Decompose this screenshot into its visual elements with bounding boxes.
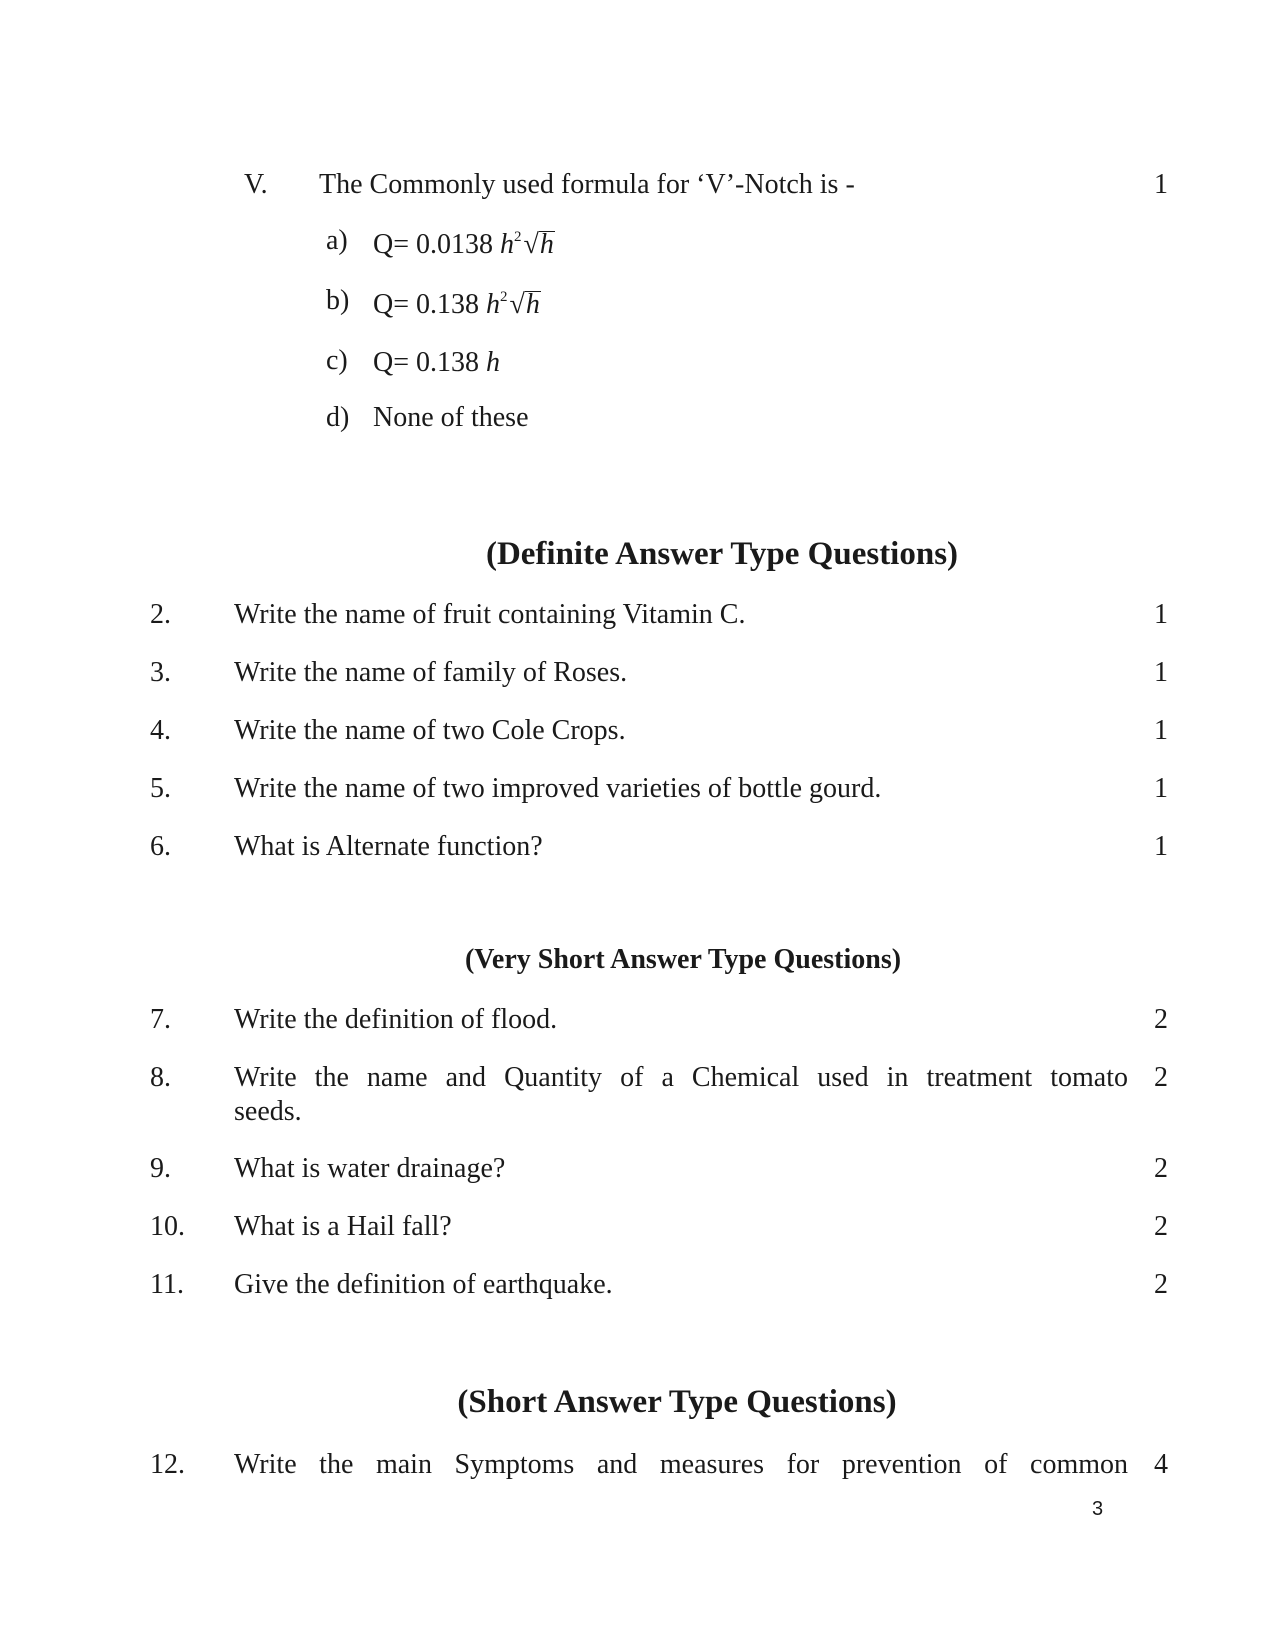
question-text: What is water drainage? xyxy=(234,1153,506,1184)
mcq-question: The Commonly used formula for ‘V’-Notch is - xyxy=(319,169,855,200)
section-heading-very-short: (Very Short Answer Type Questions) xyxy=(464,944,902,975)
question-number: 2. xyxy=(150,599,171,630)
question-text: Write the name of family of Roses. xyxy=(234,657,628,688)
question-number: 7. xyxy=(150,1004,171,1035)
question-marks: 1 xyxy=(1154,773,1168,804)
option-b-formula xyxy=(373,288,541,322)
option-a-formula xyxy=(373,228,555,262)
question-marks: 2 xyxy=(1154,1211,1168,1242)
question-marks: 2 xyxy=(1154,1269,1168,1300)
question-marks: 4 xyxy=(1154,1449,1168,1480)
option-a-root: h xyxy=(539,229,554,260)
question-marks: 2 xyxy=(1154,1062,1168,1093)
question-number: 9. xyxy=(150,1153,171,1184)
sqrt-icon: √h xyxy=(509,289,540,320)
question-text: Write the name of two Cole Crops. xyxy=(234,715,626,746)
option-a-var: h xyxy=(500,229,515,260)
question-number: 6. xyxy=(150,831,171,862)
question-text-line1: Write the name and Quantity of a Chemical used in treatment tomato xyxy=(234,1062,1128,1093)
option-d-label: d) xyxy=(326,402,350,433)
option-b-var: h xyxy=(486,289,501,320)
question-number: 12. xyxy=(150,1449,185,1480)
question-text: Write the name of fruit containing Vitamin C. xyxy=(234,599,746,630)
question-marks: 1 xyxy=(1154,657,1168,688)
section-heading-short: (Short Answer Type Questions) xyxy=(457,1384,897,1420)
mcq-number: V. xyxy=(244,169,268,200)
mcq-marks: 1 xyxy=(1154,169,1168,200)
option-c-var: h xyxy=(486,347,501,378)
question-number: 4. xyxy=(150,715,171,746)
option-c-label: c) xyxy=(326,345,348,376)
question-number: 8. xyxy=(150,1062,171,1093)
option-a-power: 2 xyxy=(514,229,522,245)
sqrt-icon: √h xyxy=(523,229,554,260)
option-b-root: h xyxy=(525,289,540,320)
question-marks: 2 xyxy=(1154,1153,1168,1184)
option-b-label: b) xyxy=(326,285,350,316)
option-b-prefix: Q= 0.138 xyxy=(373,289,487,320)
question-text: Give the definition of earthquake. xyxy=(234,1269,613,1300)
question-number: 3. xyxy=(150,657,171,688)
question-text: What is Alternate function? xyxy=(234,831,543,862)
question-text: What is a Hail fall? xyxy=(234,1211,452,1242)
option-a-label: a) xyxy=(326,225,348,256)
question-number: 5. xyxy=(150,773,171,804)
question-number: 11. xyxy=(150,1269,184,1300)
question-number: 10. xyxy=(150,1211,185,1242)
question-text: Write the definition of flood. xyxy=(234,1004,558,1035)
option-b-power: 2 xyxy=(500,289,508,305)
option-c-formula xyxy=(373,346,500,380)
option-a-prefix: Q= 0.0138 xyxy=(373,229,501,260)
question-marks: 1 xyxy=(1154,599,1168,630)
option-c-prefix: Q= 0.138 xyxy=(373,347,487,378)
page-number: 3 xyxy=(1092,1498,1104,1520)
option-d-text: None of these xyxy=(373,402,529,433)
question-marks: 1 xyxy=(1154,715,1168,746)
question-text: Write the name of two improved varieties of bottle gourd. xyxy=(234,773,882,804)
question-marks: 2 xyxy=(1154,1004,1168,1035)
section-heading-definite: (Definite Answer Type Questions) xyxy=(485,536,959,572)
question-text-line2: seeds. xyxy=(234,1096,302,1127)
question-marks: 1 xyxy=(1154,831,1168,862)
question-text: Write the main Symptoms and measures for prevention of common xyxy=(234,1449,1128,1480)
